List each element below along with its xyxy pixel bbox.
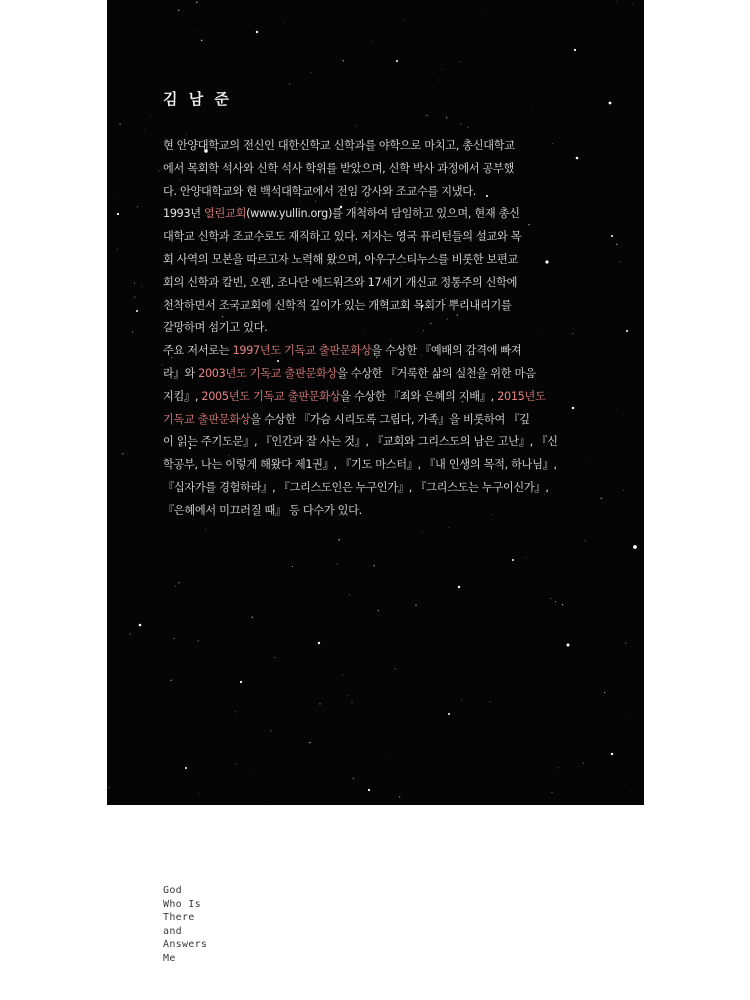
- star: [611, 235, 613, 237]
- faint-star: [404, 19, 405, 20]
- faint-star: [446, 117, 448, 119]
- bio-line: [163, 295, 603, 318]
- bio-text: 에서 목회학 석사와 신학 석사 학위를 받았으며, 신학 박사 과정에서 공부했: [163, 161, 515, 175]
- faint-star: [289, 84, 290, 85]
- series-title-line: and: [163, 925, 182, 937]
- faint-star: [352, 778, 353, 779]
- faint-star: [134, 297, 135, 298]
- faint-star: [426, 115, 427, 116]
- faint-star: [585, 540, 586, 541]
- faint-star: [107, 392, 108, 393]
- faint-star: [619, 261, 620, 262]
- faint-star: [526, 558, 527, 559]
- star: [512, 559, 514, 561]
- faint-star: [558, 767, 559, 768]
- faint-star: [148, 709, 149, 710]
- award-highlight: 열린교회: [204, 207, 247, 221]
- star: [396, 60, 398, 62]
- series-title-line: God: [163, 885, 182, 896]
- faint-star: [134, 283, 135, 284]
- faint-star: [349, 594, 350, 595]
- faint-star: [390, 759, 391, 760]
- faint-star: [108, 787, 109, 788]
- bio-text: 1993년: [163, 207, 205, 221]
- faint-star: [274, 657, 275, 658]
- faint-star: [250, 770, 251, 771]
- star: [448, 713, 450, 715]
- faint-star: [198, 793, 199, 794]
- star: [368, 789, 370, 791]
- faint-star: [442, 69, 443, 70]
- award-highlight: 2003년도 기독교 출판문화상: [198, 366, 338, 380]
- faint-star: [467, 127, 468, 128]
- faint-star: [170, 680, 171, 681]
- faint-star: [395, 668, 396, 669]
- bio-text: 천착하면서 조국교회에 신학적 깊이가 있는 개혁교회 목회가 뿌리내리기를: [163, 298, 512, 312]
- faint-star: [337, 564, 338, 565]
- star: [240, 681, 242, 683]
- faint-star: [151, 115, 152, 116]
- star: [117, 213, 119, 215]
- star: [139, 624, 142, 627]
- bio-text: 을 수상한 『거룩한 삶의 실천을 위한 마음: [337, 366, 536, 380]
- faint-star: [319, 703, 320, 704]
- faint-star: [198, 640, 199, 641]
- bio-text: 대학교 신학과 조교수로도 재직하고 있다. 저자는 영국 퓨리턴들의 설교와 목: [163, 230, 522, 244]
- bio-text: 현 안양대학교의 전신인 대한신학교 신학과를 야학으로 마치고, 총신대학교: [163, 139, 515, 152]
- faint-star: [178, 10, 179, 11]
- bio-text: 라』와: [163, 366, 199, 380]
- bio-line: [163, 181, 603, 204]
- faint-star: [583, 763, 584, 764]
- bio-line: [163, 317, 603, 340]
- faint-star: [550, 598, 551, 599]
- faint-star: [197, 30, 198, 31]
- series-title-line: Answers: [163, 939, 208, 951]
- faint-star: [141, 286, 142, 287]
- faint-star: [562, 604, 563, 605]
- star: [567, 644, 570, 647]
- author-name: 김 남 준: [163, 90, 232, 108]
- award-highlight: 1997년도 기독교 출판문화상: [232, 344, 372, 358]
- bio-text: 『십자가를 경험하라』, 『그리스도인은 누구인가』, 『그리스도는 누구이신가』,: [163, 480, 549, 494]
- author-biography: [163, 135, 603, 523]
- faint-star: [251, 616, 252, 617]
- bio-line: [163, 477, 603, 500]
- faint-star: [284, 22, 285, 23]
- faint-star: [460, 123, 461, 124]
- bio-line: [163, 249, 603, 272]
- faint-star: [270, 730, 271, 731]
- bio-text: 을 수상한 『예배의 감격에 빠져: [371, 344, 522, 358]
- faint-star: [309, 742, 310, 743]
- faint-star: [626, 719, 627, 720]
- bio-text: 을 수상한 『죄와 은혜의 지배』,: [340, 389, 498, 403]
- faint-star: [114, 197, 115, 198]
- faint-star: [343, 60, 345, 62]
- faint-star: [631, 791, 632, 792]
- faint-star: [439, 80, 440, 81]
- star: [318, 642, 320, 644]
- star: [609, 102, 612, 105]
- faint-star: [145, 130, 146, 131]
- faint-star: [117, 249, 118, 250]
- faint-star: [158, 170, 159, 171]
- faint-star: [616, 244, 617, 245]
- faint-star: [132, 331, 133, 332]
- faint-star: [459, 61, 460, 62]
- starry-background-panel: [107, 0, 644, 805]
- award-highlight: 기독교 출판문화상: [163, 412, 251, 426]
- faint-star: [372, 41, 373, 42]
- faint-star: [531, 110, 532, 111]
- faint-star: [119, 124, 120, 125]
- faint-star: [399, 796, 400, 797]
- faint-star: [421, 531, 422, 532]
- faint-star: [205, 529, 206, 530]
- faint-star: [122, 453, 123, 454]
- faint-star: [378, 610, 379, 611]
- bio-line: [163, 431, 603, 454]
- bio-line: [163, 340, 603, 363]
- faint-star: [178, 582, 179, 583]
- faint-star: [617, 1, 618, 2]
- star: [136, 310, 138, 312]
- award-highlight: 2005년도 기독교 출판문화상: [201, 389, 341, 403]
- faint-star: [338, 539, 340, 541]
- faint-star: [604, 692, 605, 693]
- star: [574, 49, 576, 51]
- faint-star: [461, 700, 462, 701]
- bio-text: 『은혜에서 미끄러질 때』 등 다수가 있다.: [163, 503, 362, 517]
- faint-star: [265, 804, 266, 805]
- bio-line: [163, 158, 603, 181]
- faint-star: [355, 125, 356, 126]
- series-title-line: There: [163, 912, 195, 924]
- bio-text: 주요 저서로는: [163, 344, 233, 358]
- faint-star: [175, 586, 176, 587]
- faint-star: [485, 11, 486, 12]
- bio-line: [163, 409, 603, 432]
- bio-text: 지킴』,: [163, 389, 202, 403]
- bio-text: 을 수상한 『가슴 시리도록 그립다, 가족』을 비롯하여 『깊: [250, 412, 530, 426]
- bio-text: 이 읽는 주기도문』, 『인간과 잘 사는 것』, 『교회와 그리스도의 남은 고난』, 『신: [163, 435, 558, 449]
- bio-text: (www.yullin.org)를 개척하여 담임하고 있으며, 현재 총신: [246, 207, 520, 221]
- faint-star: [201, 40, 203, 42]
- bio-text: 다. 안양대학교와 현 백석대학교에서 전임 강사와 조교수를 지냈다.: [163, 184, 476, 198]
- faint-star: [236, 763, 237, 764]
- star: [256, 31, 258, 33]
- bio-line: [163, 203, 603, 226]
- faint-star: [342, 674, 343, 675]
- faint-star: [625, 642, 627, 644]
- faint-star: [196, 2, 197, 3]
- bio-line: [163, 226, 603, 249]
- bio-line: [163, 454, 603, 477]
- star: [626, 330, 628, 332]
- bio-text: 학공부, 나는 이렇게 해왔다 제1권』, 『기도 마스터』, 『내 인생의 목적, 하나님』,: [163, 458, 557, 472]
- star: [185, 767, 187, 769]
- star: [611, 753, 613, 755]
- faint-star: [555, 601, 556, 602]
- faint-star: [458, 6, 459, 7]
- faint-star: [137, 206, 138, 207]
- faint-star: [415, 604, 417, 606]
- bio-text: 갈망하며 섬기고 있다.: [163, 321, 268, 335]
- faint-star: [235, 711, 236, 712]
- series-title-line: Me: [163, 952, 176, 964]
- bio-line: [163, 363, 603, 386]
- bio-line: [163, 386, 603, 409]
- faint-star: [632, 4, 633, 5]
- award-highlight: 2015년도: [497, 389, 546, 403]
- bio-line: [163, 272, 603, 295]
- star: [458, 586, 460, 588]
- bio-line: [163, 135, 603, 158]
- faint-star: [374, 565, 375, 566]
- faint-star: [622, 414, 623, 415]
- bio-text: 회의 신학과 칼빈, 오웬, 조나단 에드워즈와 17세기 개신교 정통주의 신학에: [163, 275, 518, 289]
- faint-star: [551, 792, 552, 793]
- bio-text: 회 사역의 모본을 따르고자 노력해 왔으며, 아우구스티누스를 비롯한 보편교: [163, 252, 519, 266]
- faint-star: [351, 702, 352, 703]
- faint-star: [623, 490, 624, 491]
- faint-star: [129, 633, 131, 635]
- faint-star: [490, 702, 491, 703]
- faint-star: [173, 638, 175, 640]
- faint-star: [292, 566, 293, 567]
- faint-star: [311, 72, 312, 73]
- series-title: [163, 884, 207, 966]
- faint-star: [348, 695, 349, 696]
- series-title-line: Who Is: [163, 898, 201, 910]
- bio-line: [163, 500, 603, 523]
- faint-star: [449, 527, 450, 528]
- star: [633, 545, 637, 549]
